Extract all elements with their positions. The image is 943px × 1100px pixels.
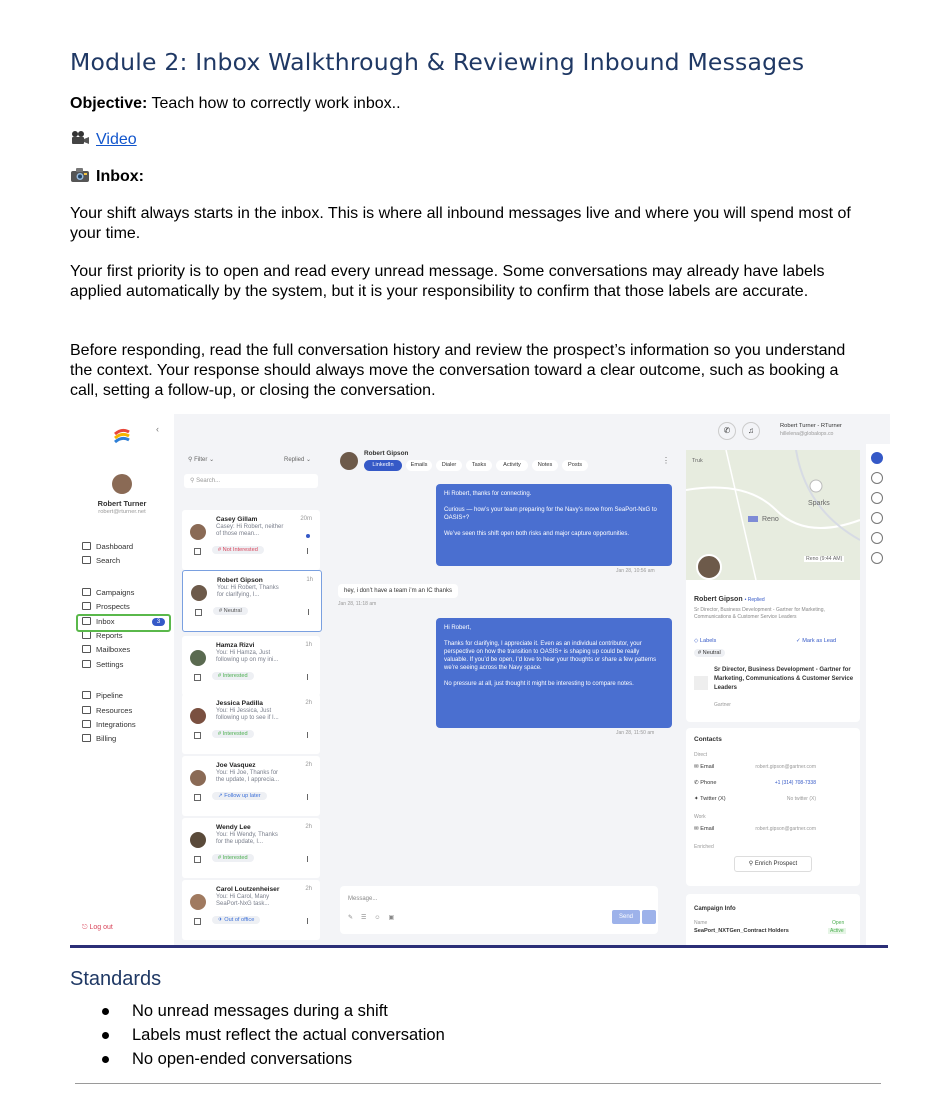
inbox-highlight <box>76 614 171 632</box>
app-logo-icon <box>112 426 132 448</box>
avatar <box>190 708 206 724</box>
tab-activity[interactable]: Activity <box>496 460 528 471</box>
labels-link[interactable]: ◇ Labels <box>694 638 717 644</box>
contacts-title: Contacts <box>694 736 722 743</box>
message-time: Jan 28, 11:50 am <box>616 730 655 736</box>
mark-as-lead-button[interactable]: ✓ Mark as Lead <box>796 638 837 644</box>
tab-notes[interactable]: Notes <box>532 460 558 471</box>
contacts-card: Contacts Direct ✉ Email robert.gipson@gartner.com ✆ Phone +1 (314) 708-7338 ✦ Twitter (X) No twitter (X) Work ✉ Email robert.gipson@gartner.com Enriched ⚲ Enrich Prospect <box>686 728 860 886</box>
label-badge: # Neutral <box>694 649 725 657</box>
list-item[interactable]: Carol Loutzenheiser 2h You: Hi Carol, Many SeaPort-NxG task... ✈ Out of office <box>182 880 320 940</box>
nav-integrations[interactable]: Integrations <box>82 720 136 729</box>
replied-dropdown[interactable]: Replied ⌄ <box>284 457 312 463</box>
message-time: Jan 28, 11:18 am <box>338 601 377 607</box>
list-item[interactable]: Joe Vasquez 2h You: Hi Joe, Thanks for the update, I apprecia... ↗ Follow up later <box>182 756 320 816</box>
header-user-email: hillelena@globalops.co <box>780 431 834 437</box>
list-item[interactable]: Jessica Padilla 2h You: Hi Jessica, Just following up to see if I... # Interested <box>182 694 320 754</box>
prospect-title: Sr Director, Business Development - Gartner for Marketing, Communications & Customer Service Leaders <box>694 607 825 620</box>
collapse-sidebar-icon[interactable]: ‹ <box>156 424 159 434</box>
label-badge: ✈ Out of office <box>212 916 260 924</box>
prospect-name: Robert Gipson • Replied <box>694 596 765 603</box>
contact-value[interactable]: No twitter (X) <box>786 796 816 802</box>
avatar <box>696 554 722 580</box>
code-icon[interactable] <box>871 552 883 564</box>
user-icon[interactable] <box>871 472 883 484</box>
label-badge: # Interested <box>212 854 254 862</box>
filter-dropdown[interactable]: ⚲ Filter ⌄ <box>188 457 215 463</box>
contact-value[interactable]: +1 (314) 708-7338 <box>774 780 816 786</box>
company-logo <box>694 676 708 690</box>
contact-value[interactable]: robert.gipson@gartner.com <box>755 826 816 832</box>
campaign-name[interactable]: SeaPort_NXTGen_Contract Holders <box>694 928 789 934</box>
avatar <box>190 650 206 666</box>
nav-campaigns[interactable]: Campaigns <box>82 588 134 597</box>
left-sidebar <box>70 414 174 948</box>
prospect-role: Sr Director, Business Development - Gartner for Marketing, Communications & Customer Service Leaders <box>714 667 854 691</box>
list-item[interactable]: Hamza Rizvi 1h You: Hi Hamza, Just following up on my ini... # Interested <box>182 636 320 696</box>
nav-billing[interactable]: Billing <box>82 734 116 743</box>
contact-type: ✉ Email <box>694 764 715 770</box>
lock-icon[interactable] <box>871 532 883 544</box>
avatar <box>112 474 132 494</box>
nav-prospects[interactable]: Prospects <box>82 602 130 611</box>
standards-list <box>70 999 445 1071</box>
compose-input[interactable]: Message... <box>348 896 378 902</box>
label-badge: # Neutral <box>213 607 248 615</box>
tab-emails[interactable]: Emails <box>406 460 432 471</box>
list-item[interactable]: Wendy Lee 2h You: Hi Wendy, Thanks for the update, I... # Interested <box>182 818 320 878</box>
objective-label: Objective: <box>70 95 148 112</box>
avatar <box>191 585 207 601</box>
contact-value[interactable]: robert.gipson@gartner.com <box>755 764 816 770</box>
user-name: Robert Turner <box>97 499 147 508</box>
nav-resources[interactable]: Resources <box>82 706 132 715</box>
inbox-heading: Inbox: <box>96 168 144 185</box>
conversation-list <box>174 444 330 948</box>
video-line <box>70 130 870 150</box>
avatar <box>190 832 206 848</box>
nav-dashboard[interactable]: Dashboard <box>82 542 133 551</box>
schedule-button[interactable] <box>642 910 656 924</box>
outbound-message: Hi Robert, thanks for connecting. Curious — how’s your team preparing for the Navy’s move from SeaPort-NxG to OASIS+? We’ve seen this shift open both risks and major capture opportunities. <box>436 484 672 566</box>
label-badge: # Not Interested <box>212 546 264 554</box>
nav-mailboxes[interactable]: Mailboxes <box>82 645 130 654</box>
contact-type: ✦ Twitter (X) <box>694 796 726 802</box>
page-title: Module 2: Inbox Walkthrough & Reviewing Inbound Messages <box>70 48 805 76</box>
header-user-name[interactable]: Robert Turner - RTurner <box>780 423 842 429</box>
list-item[interactable]: Casey Gillam 20m Casey: Hi Robert, neither of those mean... # Not Interested <box>182 510 320 570</box>
nav-inbox[interactable]: Inbox <box>82 617 115 626</box>
compose-box[interactable] <box>340 886 658 934</box>
divider <box>75 1083 881 1084</box>
paragraph: Before responding, read the full conversation history and review the prospect’s information so you understand the context. Your response should always move the conversation toward a clear outcome, such as booking a call, setting a follow-up, or closing the conversation. <box>70 342 846 399</box>
phone-icon[interactable]: ✆ <box>718 422 736 440</box>
nav-pipeline[interactable]: Pipeline <box>82 691 123 700</box>
list-item: Labels must reflect the actual conversation <box>70 1023 445 1047</box>
enrich-prospect-button[interactable]: ⚲ Enrich Prospect <box>734 856 812 872</box>
inbox-screenshot <box>70 414 890 948</box>
list-item: No unread messages during a shift <box>70 999 445 1023</box>
home-icon[interactable] <box>871 452 883 464</box>
inbound-message: hey, i don’t have a team i’m an IC thanks <box>338 584 458 598</box>
more-options-icon[interactable]: ⋮ <box>662 456 670 465</box>
list-item[interactable]: Robert Gipson 1h You: Hi Robert, Thanks for clarifying, I... # Neutral <box>182 570 322 632</box>
paragraph: Your first priority is to open and read every unread message. Some conversations may already have labels applied automatically by the system, but it is your responsibility to confirm that those labels are accurate. <box>70 263 825 300</box>
search-input[interactable]: ⚲ Search... <box>184 474 318 488</box>
video-link[interactable]: Video <box>96 131 137 148</box>
objective-text: Teach how to correctly work inbox.. <box>147 95 401 112</box>
inbox-count-badge: 3 <box>152 618 165 626</box>
company-name: Gartner <box>714 702 731 708</box>
tab-linkedin[interactable]: LinkedIn <box>364 460 402 471</box>
video-camera-icon <box>70 130 90 146</box>
avatar <box>340 452 358 470</box>
avatar <box>190 524 206 540</box>
message-time: Jan 28, 10:56 am <box>616 568 655 574</box>
paragraph: Your shift always starts in the inbox. This is where all inbound messages live and where you will spend most of your time. <box>70 205 851 242</box>
label-badge: # Interested <box>212 672 254 680</box>
contact-type: ✆ Phone <box>694 780 717 786</box>
outbound-message: Hi Robert, Thanks for clarifying, I appreciate it. Even as an individual contributor, your perspective on how the transition to OASIS+ is shaping up could be really valuable. If you’d be open, I’d love to hear your thoughts or share a few patterns we’re seeing across the Navy space. No pressure at all, just thought it might be interesting to compare notes. <box>436 618 672 728</box>
tab-dialer[interactable]: Dialer <box>436 460 462 471</box>
bell-icon[interactable]: ♫ <box>742 422 760 440</box>
camera-icon <box>70 167 90 183</box>
tab-posts[interactable]: Posts <box>562 460 588 471</box>
list-item: No open-ended conversations <box>70 1047 445 1071</box>
calendar-icon[interactable] <box>871 512 883 524</box>
chat-contact-name: Robert Gipson <box>364 450 409 457</box>
chat-panel <box>332 444 676 948</box>
avatar <box>190 770 206 786</box>
logout-button[interactable]: ⎋ Log out <box>82 924 113 931</box>
campaign-card: Campaign Info Name Open SeaPort_NXTGen_Contract Holders Active <box>686 894 860 948</box>
campaign-title: Campaign Info <box>694 906 736 912</box>
user-email: robert@rturner.net <box>98 509 146 515</box>
label-badge: ↗ Follow up later <box>212 792 267 800</box>
label-badge: # Interested <box>212 730 254 738</box>
prospect-card: Truk Sparks Reno Reno (9:44 AM) Robert Gipson • Replied Sr Director, Business Development - Gartner for Marketing, Communications & Customer Service Leaders ◇ Labels ✓ Mark as Lead # Neutral Sr Director, Business Development - Gartner for Marketing, Communications & Customer Service Leaders Gartner <box>686 450 860 722</box>
inbox-heading-line <box>70 167 870 187</box>
avatar <box>190 894 206 910</box>
campaign-status: Active <box>830 928 844 934</box>
send-button[interactable]: Send <box>612 910 640 924</box>
prospect-panel <box>686 444 862 948</box>
nav-search[interactable]: Search <box>82 556 120 565</box>
right-icon-bar <box>866 444 890 948</box>
briefcase-icon[interactable] <box>871 492 883 504</box>
contact-type: ✉ Email <box>694 826 715 832</box>
tab-tasks[interactable]: Tasks <box>466 460 492 471</box>
standards-heading: Standards <box>70 968 162 990</box>
objective-line <box>70 94 870 114</box>
nav-reports[interactable]: Reports <box>82 631 123 640</box>
compose-tools[interactable]: ✎☰☺▣ <box>348 915 403 921</box>
nav-settings[interactable]: Settings <box>82 660 123 669</box>
